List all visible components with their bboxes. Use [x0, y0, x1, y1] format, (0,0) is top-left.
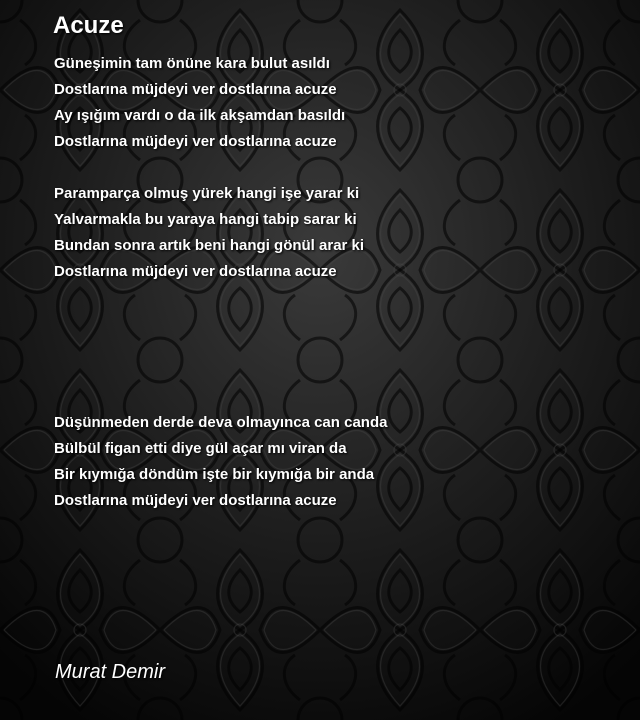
poem-title: Acuze	[53, 12, 124, 39]
poem-line: Paramparça olmuş yürek hangi işe yarar ki	[54, 185, 360, 202]
poem-line: Dostlarına müjdeyi ver dostlarına acuze	[54, 81, 337, 98]
stanza-1	[54, 51, 345, 155]
poem-line: Güneşimin tam önüne kara bulut asıldı	[54, 55, 330, 72]
poem-line: Dostlarına müjdeyi ver dostlarına acuze	[54, 263, 337, 280]
poem-line: Yalvarmakla bu yaraya hangi tabip sarar ki	[54, 211, 357, 228]
poem-line: Bir kıymığa döndüm işte bir kıymığa bir anda	[54, 466, 375, 483]
poem-line: Bülbül figan etti diye gül açar mı viran da	[54, 440, 347, 457]
poem-line: Düşünmeden derde deva olmayınca can canda	[54, 414, 388, 431]
poem-line: Ay ışığım vardı o da ilk akşamdan basıldı	[54, 107, 346, 124]
poem-line: Bundan sonra artık beni hangi gönül arar ki	[54, 237, 365, 254]
poem-line: Dostlarına müjdeyi ver dostlarına acuze	[54, 133, 337, 150]
stanza-2	[54, 181, 364, 285]
poem-line: Dostlarına müjdeyi ver dostlarına acuze	[54, 492, 337, 509]
stanza-3	[54, 410, 387, 514]
poem-author: Murat Demir	[55, 661, 166, 683]
